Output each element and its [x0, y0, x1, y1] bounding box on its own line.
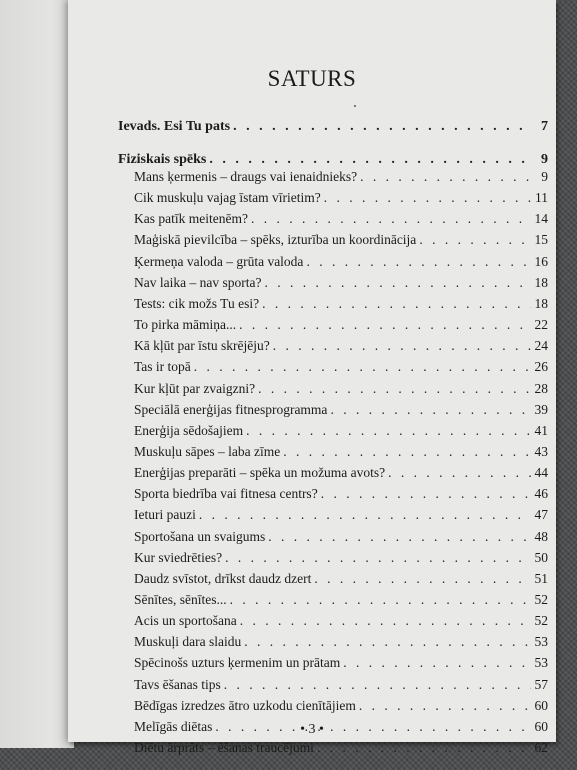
toc-entry-page: 52: [534, 592, 548, 607]
toc-entry: [134, 210, 548, 227]
toc-entry-page: 26: [534, 359, 548, 375]
dot-leader: [264, 274, 531, 291]
dot-leader: [314, 570, 531, 587]
toc-entry-page: 9: [541, 152, 548, 167]
toc-entry-title: Kur kļūt par zvaigzni?: [134, 380, 256, 396]
toc-entry-title: Enerģijas preparāti – spēka un možuma avots?: [134, 465, 386, 481]
toc-entry: [134, 295, 548, 312]
toc-entry-page: 53: [534, 634, 548, 650]
toc-entry: [134, 697, 548, 714]
toc-entry-title: Mans ķermenis – draugs vai ienaidnieks?: [134, 169, 358, 184]
toc-entry: [134, 443, 548, 460]
dot-leader: [321, 485, 531, 502]
dot-leader: [225, 549, 531, 566]
toc-entry-page: 47: [534, 507, 548, 523]
toc-entry: [134, 591, 548, 608]
toc-entry-page: 53: [534, 655, 548, 671]
toc-entry-title: Sportošana un svaigums: [134, 528, 266, 544]
toc-entry-title: Nav laika – nav sporta?: [134, 274, 262, 290]
dot-leader: [273, 337, 531, 354]
toc-entry: [134, 654, 548, 671]
toc-entry-title: Melīgās diētas: [134, 718, 213, 734]
dot-leader: [209, 151, 531, 168]
toc-entry-page: 11: [535, 190, 548, 206]
dot-leader: [324, 189, 531, 206]
toc-entry-page: 46: [534, 486, 548, 502]
toc-entry: [134, 380, 548, 397]
toc-entry: [134, 358, 548, 375]
toc-entry: [134, 337, 548, 354]
toc-entry-title: Kas patīk meitenēm?: [134, 211, 248, 227]
toc-entry-title: Ķermeņa valoda – grūta valoda: [134, 253, 304, 269]
toc-entry-page: 22: [534, 317, 548, 333]
toc-entry-title: Bēdīgas izredzes ātro uzkodu cienītājiem: [134, 697, 356, 713]
toc-entry: [134, 528, 548, 545]
toc-entry: [134, 633, 548, 650]
toc-entry: [134, 231, 548, 248]
dot-leader: [268, 528, 531, 545]
toc-entry: [134, 464, 548, 481]
toc-entry-page: 48: [534, 528, 548, 544]
toc-entry-title: Ievads. Esi Tu pats: [118, 119, 231, 134]
dot-leader: [330, 401, 531, 418]
toc-entry-page: 9: [541, 169, 548, 184]
toc-entry: [134, 401, 548, 418]
toc-entry: [134, 485, 548, 502]
toc-entry-page: 41: [534, 422, 548, 438]
toc-entry-title: Tavs ēšanas tips: [134, 676, 221, 692]
toc-entry-page: 18: [534, 274, 548, 290]
toc-entry-page: 28: [534, 380, 548, 396]
toc-entry-title: To pirka māmiņa...: [134, 317, 237, 333]
print-speck: [354, 105, 356, 107]
page-number: • 3 •: [300, 722, 324, 737]
toc-chapter-entry: [118, 118, 548, 135]
dot-leader: [224, 676, 531, 693]
toc-entry-title: Tests: cik možs Tu esi?: [134, 295, 260, 311]
toc-entry-page: 62: [534, 740, 548, 756]
toc-entry: [134, 676, 548, 693]
toc-entry: [134, 274, 548, 291]
dot-leader: [419, 231, 531, 248]
dot-leader: [246, 422, 531, 439]
book-page: [68, 0, 556, 756]
dot-leader: [388, 464, 531, 481]
dot-leader: [258, 380, 531, 397]
toc-entry-page: 50: [534, 549, 548, 565]
dot-leader: [283, 443, 531, 460]
toc-entry-title: Muskuļu sāpes – laba zīme: [134, 443, 281, 459]
toc-entry-page: 60: [534, 697, 548, 713]
dot-leader: [262, 295, 531, 312]
dot-leader: [240, 612, 531, 629]
toc-entry-title: Sēnītes, sēnītes...: [134, 592, 227, 607]
toc-entry: [134, 189, 548, 206]
dot-leader: [199, 506, 531, 523]
toc-entry-title: Speciālā enerģijas fitnesprogramma: [134, 401, 328, 417]
toc-entry: [134, 570, 548, 587]
dot-leader: [251, 210, 531, 227]
toc-entry-page: 15: [534, 232, 548, 248]
toc-entry-page: 18: [534, 295, 548, 311]
toc-entry-page: 24: [534, 338, 548, 354]
dot-leader: [359, 697, 531, 714]
toc-entry: [134, 253, 548, 270]
toc-entry-page: 7: [541, 119, 548, 134]
toc-entry-title: Fiziskais spēks: [118, 152, 207, 167]
toc-entry-page: 52: [534, 613, 548, 629]
toc-entry-page: 14: [534, 211, 548, 227]
toc-entry-title: Acis un sportošana: [134, 613, 237, 629]
dot-leader: [317, 739, 531, 756]
toc-entry: [134, 506, 548, 523]
toc-chapter-entry: [118, 151, 548, 168]
dot-leader: [230, 591, 531, 608]
toc-entry-title: Cik muskuļu vajag īstam vīrietim?: [134, 190, 321, 206]
dot-leader: [194, 358, 531, 375]
toc-entry-page: 39: [534, 401, 548, 417]
toc-entry: [134, 612, 548, 629]
toc-entry: [134, 168, 548, 185]
toc-entry-title: Daudz svīstot, drīkst daudz dzert: [134, 570, 312, 586]
toc-entry-title: Maģiskā pievilcība – spēks, izturība un koordinācija: [134, 232, 417, 248]
toc-entry-title: Enerģija sēdošajiem: [134, 422, 244, 438]
toc-entry-title: Tas ir topā: [134, 359, 191, 375]
toc-entry-title: Sporta biedrība vai fitnesa centrs?: [134, 486, 318, 502]
toc-entry: [134, 549, 548, 566]
dot-leader: [239, 316, 531, 333]
toc-entry-title: Kā kļūt par īstu skrējēju?: [134, 338, 270, 354]
toc-entry-title: Ieturi pauzi: [134, 507, 196, 523]
toc-entry-page: 57: [534, 676, 548, 692]
toc-entry-page: 60: [534, 718, 548, 734]
toc-entry: [134, 316, 548, 333]
page-title: SATURS: [267, 66, 357, 91]
toc-entry: [134, 739, 548, 756]
toc-entry-title: Spēcinošs uzturs ķermenim un prātam: [134, 655, 341, 671]
dot-leader: [360, 168, 531, 185]
toc-entry-page: 16: [534, 253, 548, 269]
toc-entry-title: Kur sviedrēties?: [134, 549, 223, 565]
toc-entry-title: Diētu ārprāts – ēšanas traucējumi: [134, 740, 314, 756]
toc-entry-page: 51: [534, 570, 548, 586]
previous-page-edge: [0, 0, 74, 748]
toc-entry-page: 44: [534, 465, 548, 481]
dot-leader: [306, 253, 531, 270]
toc-entry: [134, 422, 548, 439]
dot-leader: [343, 654, 531, 671]
dot-leader: [233, 118, 531, 135]
toc-entry-title: Muskuļi dara slaidu: [134, 634, 242, 650]
dot-leader: [244, 633, 531, 650]
toc-entry-page: 43: [534, 443, 548, 459]
